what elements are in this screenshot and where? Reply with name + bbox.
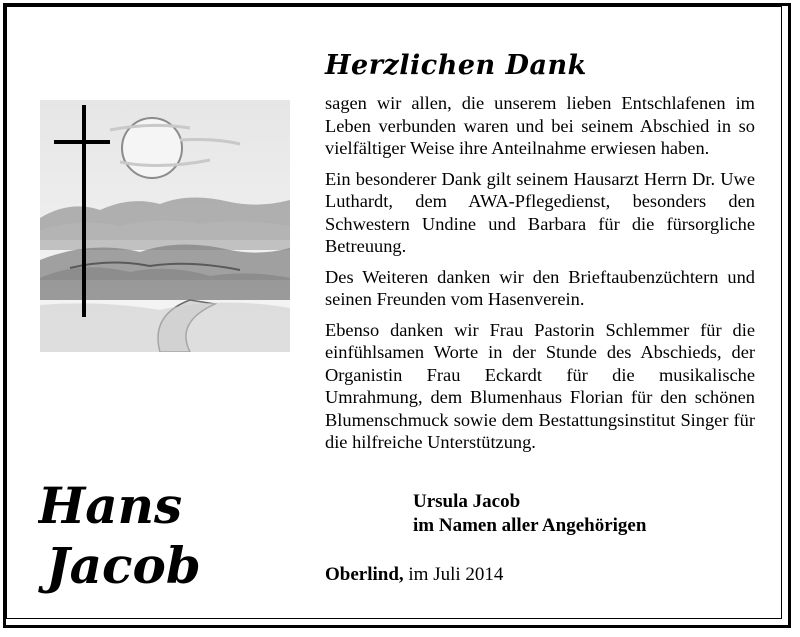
cross-horizontal: [54, 140, 110, 144]
name-last: Jacob: [46, 536, 201, 595]
deceased-name: [38, 468, 238, 598]
place: Oberlind,: [325, 564, 404, 585]
date: im Juli 2014: [403, 564, 504, 585]
paragraph: Ein besonderer Dank gilt seinem Hausarzt Herrn Dr. Uwe Luthardt, dem AWA-Pflegedienst, besonders den Schwestern Undine und Barbara für die fürsorgliche Betreuung.: [325, 168, 755, 256]
paragraph: Des Weiteren danken wir den Brieftaubenzüchtern und seinen Freunden vom Hasenverein.: [325, 266, 755, 309]
place-date: [325, 564, 503, 586]
signature: [413, 490, 646, 538]
signature-name: Ursula Jacob: [413, 491, 521, 512]
paragraph: sagen wir allen, die unserem lieben Entschlafenen im Leben verbunden waren und bei seinem Abschied in so vielfältiger Weise ihre Anteilnahme erwiesen haben.: [325, 93, 755, 158]
heading: Herzlichen Dank: [325, 50, 587, 81]
name-first: Hans: [38, 476, 183, 535]
signature-relation: im Namen aller Angehörigen: [413, 515, 647, 536]
paragraph: Ebenso danken wir Frau Pastorin Schlemmer für die einfühlsamen Worte in der Stunde des Abschieds, der Organistin Frau Eckardt für die musikalische Umrahmung, dem Blumenhaus Florian für den schönen Blumenschmuck sowie dem Bestattungsinstitut Singer für die hilfreiche Unterstützung.: [325, 319, 755, 452]
cross-vertical: [82, 105, 86, 317]
body-text: [325, 92, 755, 462]
cross-landscape-illustration: [40, 100, 290, 352]
